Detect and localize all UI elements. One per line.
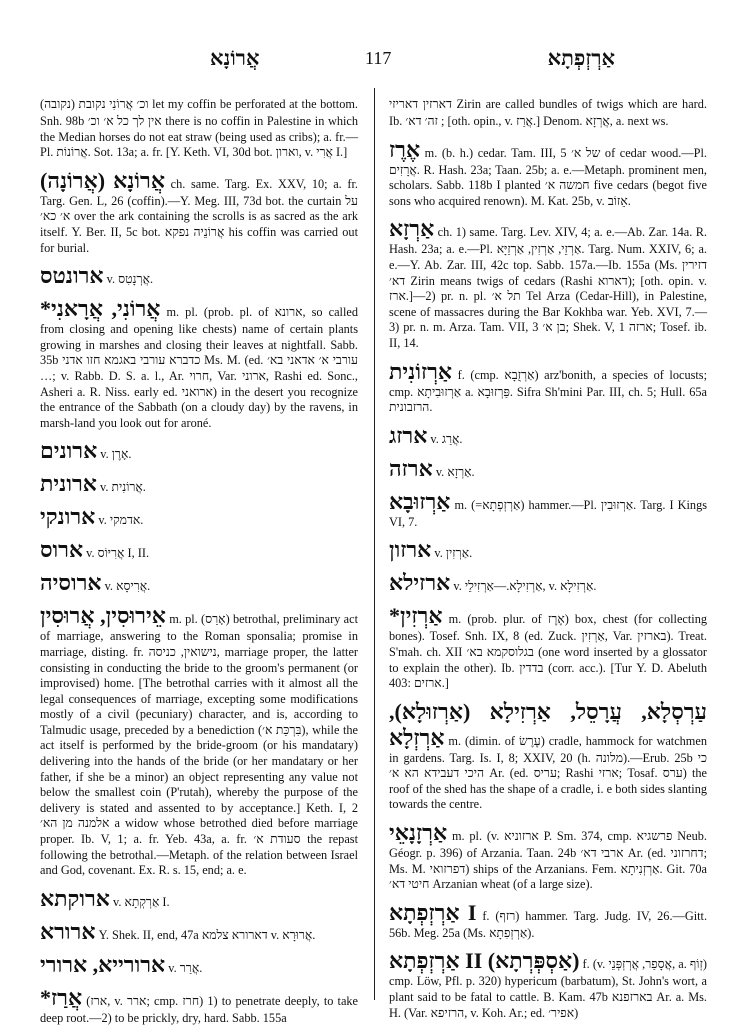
entry-definition: m. (dimin. of עֶרֶשׂ) cradle, hammock for watchmen in gardens. Targ. Is. I, 8; XXIV, 20 (h. מלונה).—Erub. 25b כי היכי דעבידא הא א׳ Ar. (ed. עריס; Rashi ארזי; Tosaf. ערס) the roof of the shed has the shape of a cradle, i. e both sides slanting towards the centre. [389,733,708,812]
entry-definition: ch. same. Targ. Ex. XXV, 10; a. fr. Targ. Gen. L, 26 (coffin).—Y. Meg. III, 73d bot. the curtain על א׳ כא׳ over the ark containing the scrolls is as sacred as the ark itself. Y. Ber. II, 5c bot. אֲרוֹנֵיה נפקא his coffin was carried out for burial. [40,176,358,255]
entry-definition: v. אדמקי. [98,513,144,528]
dictionary-entry [40,88,358,161]
entry-paragraph [40,919,358,945]
dictionary-entry [389,489,707,531]
entry-definition: v. אֲרַר. [168,960,203,975]
entry-headword: אֶרֶז [389,136,421,162]
entry-definition: f. (רזף) hammer. Targ. Judg. IV, 26.—Gitt. 56b. Meg. 25a (Ms. אַרְזְפִתָא). [389,908,708,940]
entry-headword: אַרְזְפְתָא I [389,899,477,925]
entry-headword: *אֲרַז [40,984,83,1010]
entry-definition: m. pl. (prob. pl. of ארונא, so called from closing and opening like chests) name of certain plants growing in marshes and closing their leaves at nightfall. Sabb. 35b כדברא עורבי באגמא חזו אדני Ms. M. (ed. עורבי א׳ אדאני בא׳ …; v. Rabb. D. S. a. l., Ar. חרוי, Var. ארוני, Rashi ed. Sonc., Asheri a. R. Niss. early ed. ארואני) in the desert you recognize the entrance of the Sabbath (on a cloudy day) by the ravens, in marsh-land you look out for aroné. [40,305,358,430]
dictionary-entry [40,263,358,289]
entry-paragraph [40,603,358,879]
entry-definition: m. (=אַרְזְפְתָא) hammer.—Pl. אַרְזוּבִין. Targ. I Kings VI, 7. [389,497,708,529]
left-running-head: אֲרוֹנָא [210,46,260,70]
entry-paragraph [40,471,358,497]
dictionary-entry [40,537,358,563]
entry-definition: v. אַרְקְתָא I. [112,894,170,909]
entry-paragraph [389,216,707,351]
entry-definition: v. אֲרְנָטִס. [106,272,154,287]
entry-headword: אַרְזָא [389,216,435,242]
entry-headword: ארונית [40,471,97,497]
dictionary-entry [389,603,707,691]
entry-paragraph [40,88,358,161]
entry-definition: v. אַרְזִין. [434,546,473,561]
entry-definition: f. (cmp. אַרְזֻבָא) arz'bonith, a species of locusts; cmp. אַרְזוּבִיתָא a. פַּרְזוּבָא. Sifra Sh'mini Par. III, ch. 5; Hull. 65a הרזבונית. [389,367,708,415]
entry-definition: m. pl. (v. ארזוניא P. Sm. 374, cmp. פרשגיא Neub. Géogr. p. 396) of Arzania. Taan. 24b ארבי דא׳ Ar. (ed. דחרזוני; Ms. M. דפרזואי) ships of the Arzanians. Fem. אַרְזְנִיתָא. Git. 70a חיטי דא׳ Arzanian wheat (of a large size). [389,829,708,892]
dictionary-entry [40,471,358,497]
dictionary-entry [389,456,707,482]
entry-headword: אַרְזוֹנִית [389,358,453,384]
entry-headword: ארונים [40,438,98,464]
entry-headword: אַרְזוּבָא [389,488,451,514]
entry-paragraph [40,263,358,289]
dictionary-entry [389,216,707,351]
entry-paragraph [40,952,358,978]
dictionary-entry [389,537,707,563]
entry-headword: ארורייא, ארורי [40,951,166,977]
entry-headword: עַרְסְלָא, עֲרָסֵל, אַרְזִילָא (אַרְזוּלָא), אַרְזְלָא [389,698,707,750]
entry-paragraph [389,537,707,563]
right-running-head: אַרְזְפְתָא [547,46,615,70]
page-number: 117 [365,48,392,68]
entry-paragraph [389,948,707,1021]
entry-paragraph [40,537,358,563]
entry-definition: ch. 1) same. Targ. Lev. XIV, 4; a. e.—Ab. Zar. 14a. R. Hash. 23a; a. e.—Pl. אַרְזֵי, אַרְזִין, אַרְזַיָּא. Targ. Num. XXIV, 6; a. e.—Y. Ab. Zar. III, 42c top. Sabb. 157a.—Ib. 155a (Ms. דזירין דא׳ Zirin means twigs of cedars (Rashi דארוא); [oth. opin. v. ארז.]—2) pr. n. pl. תל א׳ Tel Arza (Cedar-Hill), in Palestine, scene of massacres during the Bar Kokhba war. Yeb. XVI, 7.—3) pr. n. m. Arza. Tam. VII, 3 בן א׳; Shek. V, 1 ארזה; Tosef. ib. II, 14. [389,225,708,350]
entry-headword: ארוסיה [40,570,102,596]
entry-paragraph [389,423,707,449]
entry-paragraph [389,359,707,416]
entry-headword: אַרְזְפְתָא II (אַסְפְּרְתָא) [389,948,580,974]
entry-definition: m. pl. (אָרַס) betrothal, preliminary act of marriage, answering to the Roman sponsalia; promise in marriage, disting. fr. נישואין, כניסה, marriage proper, the latter consisting in conducting the bride to the groom's permanent (or improvised) home. [The betrothal carries with it almost all the legal consequences of marriage, excepting some modifications mostly of a civil (pecuniary) character, and is, according to Talmudic usage, preceded by a benediction (בִּרְכַּת א׳), while the act itself is performed by the bride-groom (or his mandatary) delivering into the hands of the bride (or her mandatary or her father, if she be a minor) an object representing any value not below the smallest coin (P'rutah), whereby the purpose of the delivery is stated and assented to by acceptance.] Keth. I, 2 אלמנה מן הא׳ a widow whose betrothed died before marriage proper. Ib. V, 1; a. fr. Yeb. 43a, a. fr. סעודת א׳ the repast following the betrothal.—Metaph. of the relation between Israel and God, covenant. Ex. R. s. 15, end; a. e. [40,612,359,878]
entry-paragraph [40,168,358,256]
entry-definition: (ארז, v. ארר; cmp. חרז) 1) to penetrate deeply, to take deep root.—2) to be prickly, dry, hard. Sabb. 155a [40,993,359,1025]
dictionary-entry [389,570,707,596]
page-header [60,44,715,74]
right-column [389,88,708,1020]
dictionary-entry [389,137,707,210]
entry-definition: Y. Shek. II, end, 47a דארורא צלמא v. אֲרוּרָא. [98,927,316,942]
entry-headword: ארונקי [40,504,96,530]
entry-definition: v. אֲרִיּוֹס I, II. [86,546,150,561]
entry-headword: ארוקתא [40,885,110,911]
dictionary-entry [40,919,358,945]
entry-headword: ארזילא [389,570,451,596]
entry-definition: v. אֲרוֹנִית. [99,480,146,495]
dictionary-entry [40,985,358,1026]
dictionary-entry [389,948,707,1021]
entry-definition: v. אַרְזִילָא.—אַרְזִילֵי, v. אַרְזִילָא. [453,579,597,594]
entry-paragraph [389,137,707,210]
dictionary-entry [389,699,707,813]
dictionary-entry [389,820,707,893]
entry-definition: v. אֲרִיסָא. [104,579,151,594]
entry-paragraph [389,699,707,813]
entry-paragraph [40,886,358,912]
entry-paragraph [389,603,707,691]
entry-headword: ארוס [40,537,84,563]
entry-headword: אַרְזָנָאֵי [389,820,448,846]
entry-paragraph [40,296,358,431]
entry-definition: m. (prob. plur. of אֶרֶז) box, chest (for collecting bones). Tosef. Snh. IX, 8 (ed. Zuck. אַרְזִין, Var. בארזין). Treat. S'mah. ch. XII בגלוסקמא בא׳ (one word inserted by a glossator to explain the other). Ib. בדדין (corr. acc.). [Tur Y. D. Abeluth 403: ארזים.] [389,612,707,691]
entry-definition: v. אָרֶן. [100,447,132,462]
entry-headword: ארזון [389,537,432,563]
entry-headword: ארורא [40,918,96,944]
dictionary-entry [40,296,358,431]
entry-paragraph [40,504,358,530]
entry-paragraph [389,88,707,130]
entry-headword: אֵירוּסִין, אֲרוּסִין [40,603,166,629]
entry-paragraph [389,820,707,893]
entry-paragraph [40,570,358,596]
entry-headword: ארונטס [40,263,104,289]
entry-definition: f. (v. אֲסָפַר, אֲרְזְפְּנֵי, a. זְוֹף) cmp. Löw, Pfl. p. 320) hypericum (barbatum), St. John's wort, a plant said to be fatal to cattle. B. Kam. 47b בארזפנא Ar. a. Ms. H. (Var. הרזיפא, v. Koh. Ar.; ed. אפיר׳) [389,957,707,1020]
left-column [40,88,359,1025]
column-divider [374,88,375,1000]
dictionary-entry [40,952,358,978]
dictionary-entry [389,88,707,130]
entry-paragraph [40,985,358,1026]
dictionary-entry [40,570,358,596]
entry-headword: ארזה [389,455,433,481]
entry-headword: אֲרוֹנָא (אֲרוֹנָה) [40,167,165,193]
dictionary-entry [389,423,707,449]
dictionary-entry [389,359,707,416]
entry-headword: *אַרְזִין [389,603,443,629]
entry-paragraph [389,456,707,482]
entry-definition: v. אֲרַג. [430,431,463,446]
entry-headword: *אֲרוֹנִי, אֲרָאנִי [40,296,161,322]
entry-headword: ארזג [389,422,428,448]
dictionary-entry [40,603,358,879]
entry-definition: v. אַרְזָא. [435,464,475,479]
dictionary-entry [40,438,358,464]
entry-paragraph [389,900,707,942]
dictionary-entry [40,886,358,912]
entry-definition: (נקובה) וכ׳ אֲרוֹנִי נקובת let my coffin be perforated at the bottom. Snh. 98b אין לך כל א׳ וכ׳ there is no coffin in Palestine in which the Median horses do not eat straw (being used as cribs); a. fr.—Pl. אֲרוֹנוֹת. Sot. 13a; a. fr. [Y. Keth. VI, 30d bot. וארון, v. אֲרִי I.] [40,97,359,160]
entry-definition: דארזין דאריזי Zirin are called bundles of twigs which are hard. Ib. זה׳ דא׳ ; [oth. opin., v. אֲרַז.] Denom. אֲרְזָא, a. next ws. [389,97,707,128]
entry-definition: m. (b. h.) cedar. Tam. III, 5 של א׳ of cedar wood.—Pl. אֲרָזִים. R. Hash. 23a; Taan. 25b; a. e.—Metaph. prominent men, scholars. Sabb. 118b I planted חמשה א׳ five cedars (begot five sons who acquired renown). M. Kat. 25b, v. אֵזוֹב. [389,145,707,208]
dictionary-entry [40,504,358,530]
dictionary-entry [389,900,707,942]
entry-paragraph [40,438,358,464]
entry-paragraph [389,489,707,531]
dictionary-entry [40,168,358,256]
entry-paragraph [389,570,707,596]
